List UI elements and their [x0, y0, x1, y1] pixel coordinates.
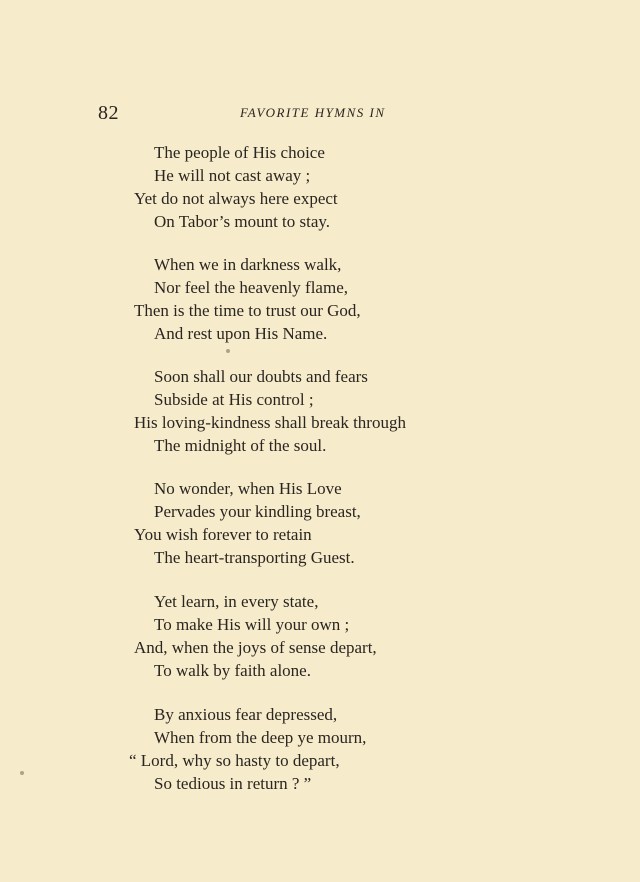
poem-line: The midnight of the soul. — [154, 436, 327, 455]
poem-line: On Tabor’s mount to stay. — [154, 212, 331, 231]
poem-line: Then is the time to trust our God, — [134, 301, 361, 320]
poem-line: He will not cast away ; — [154, 166, 311, 185]
poem-line: Yet learn, in every state, — [154, 592, 319, 611]
poem-line: Subside at His control ; — [154, 390, 314, 409]
poem-line: When we in darkness walk, — [154, 255, 342, 274]
poem-line: To walk by faith alone. — [154, 661, 311, 680]
poem-line: To make His will your own ; — [154, 615, 350, 634]
running-title: FAVORITE HYMNS IN — [240, 105, 386, 120]
page-number: 82 — [98, 102, 119, 124]
poem-line: Soon shall our doubts and fears — [154, 367, 368, 386]
poem-line: The heart-transporting Guest. — [154, 548, 355, 567]
poem-line: “ Lord, why so hasty to depart, — [129, 751, 340, 770]
poem-line: No wonder, when His Love — [154, 479, 342, 498]
poem-line: When from the deep ye mourn, — [154, 728, 367, 747]
poem-line: Nor feel the heavenly flame, — [154, 278, 348, 297]
poem-line: Pervades your kindling breast, — [154, 502, 361, 521]
paper-speck — [226, 349, 230, 353]
paper-speck — [20, 771, 24, 775]
poem-line: You wish forever to retain — [134, 525, 312, 544]
poem-line: And, when the joys of sense depart, — [134, 638, 377, 657]
poem-line: His loving-kindness shall break through — [134, 413, 406, 432]
poem-line: So tedious in return ? ” — [154, 774, 312, 793]
poem-line: Yet do not always here expect — [134, 189, 338, 208]
poem-line: The people of His choice — [154, 143, 325, 162]
poem-line: And rest upon His Name. — [154, 324, 328, 343]
poem-line: By anxious fear depressed, — [154, 705, 338, 724]
